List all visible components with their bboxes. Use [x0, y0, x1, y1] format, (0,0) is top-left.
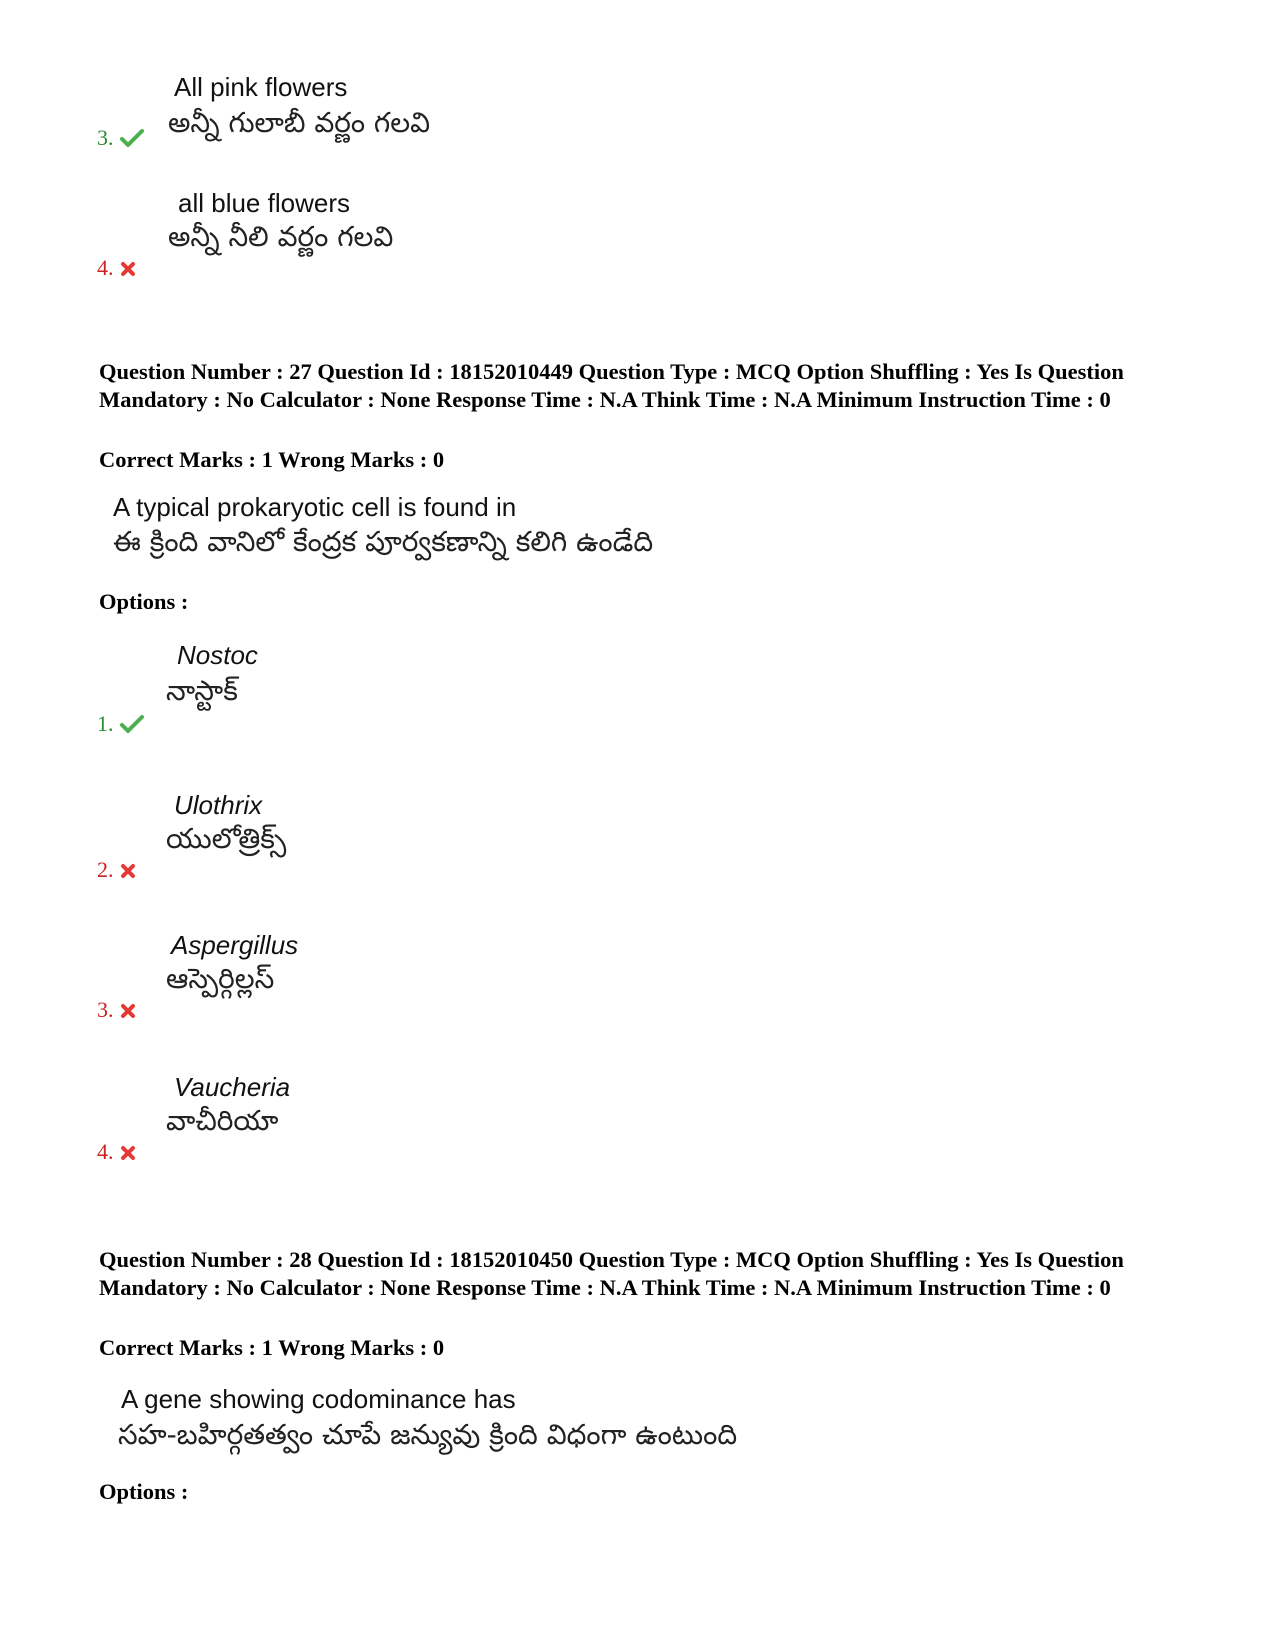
q27-option-2-telugu: యులోత్రిక్స్ — [166, 822, 287, 855]
q27-option-4-english: Vaucheria — [174, 1072, 291, 1102]
option-number-label: 2. — [97, 857, 114, 882]
cross-icon — [120, 1000, 136, 1024]
q27-option-1-english: Nostoc — [177, 640, 258, 670]
cross-icon — [120, 258, 136, 282]
option-number-label: 3. — [97, 125, 114, 150]
q27-option-1-number — [97, 712, 144, 738]
option-number-label: 4. — [97, 255, 114, 280]
q27-option-2-english: Ulothrix — [174, 790, 263, 820]
prev-option-3-english: All pink flowers — [174, 72, 348, 102]
question-28-marks: Correct Marks : 1 Wrong Marks : 0 — [99, 1335, 445, 1360]
cross-icon — [120, 860, 136, 884]
prev-option-3-telugu: అన్నీ గులాబీ వర్ణం గలవి — [168, 106, 431, 139]
question-28-options-label: Options : — [99, 1479, 189, 1504]
question-27-marks: Correct Marks : 1 Wrong Marks : 0 — [99, 447, 445, 472]
q27-option-1-telugu: నాస్టాక్ — [166, 674, 238, 707]
q27-option-4-telugu: వాచీరియా — [166, 1104, 279, 1137]
option-number-label: 1. — [97, 711, 114, 736]
question-28-text-telugu: సహ-బహిర్గతత్వం చూపే జన్యువు క్రింది విధంగా ఉంటుంది — [118, 1418, 738, 1451]
prev-option-4-number — [97, 256, 136, 282]
q27-option-3-number — [97, 998, 136, 1024]
q27-option-3-english: Aspergillus — [171, 930, 299, 960]
question-28-meta: Question Number : 28 Question Id : 18152010450 Question Type : MCQ Option Shuffling : Yes Is Question Mandatory : No Calculator : None Response Time : N.A Think Time : N.A Minimum Instruction Time : 0 — [99, 1247, 1124, 1300]
option-number-label: 3. — [97, 997, 114, 1022]
question-27-text-english: A typical prokaryotic cell is found in — [113, 492, 517, 522]
question-27-text-telugu: ఈ క్రింది వానిలో కేంద్రక పూర్వకణాన్ని కలిగి ఉండేది — [113, 525, 654, 558]
q27-option-2-number — [97, 858, 136, 884]
prev-option-4-english: all blue flowers — [178, 188, 350, 218]
cross-icon — [120, 1142, 136, 1166]
question-27-meta: Question Number : 27 Question Id : 18152010449 Question Type : MCQ Option Shuffling : Yes Is Question Mandatory : No Calculator : None Response Time : N.A Think Time : N.A Minimum Instruction Time : 0 — [99, 359, 1124, 412]
q27-option-3-telugu: ఆస్పెర్గిల్లస్ — [166, 962, 275, 995]
prev-option-4-telugu: అన్నీ నీలి వర్ణం గలవి — [168, 220, 394, 253]
prev-option-3-number — [97, 126, 144, 152]
q27-option-4-number — [97, 1140, 136, 1166]
check-icon — [120, 714, 144, 738]
check-icon — [120, 128, 144, 152]
question-28-text-english: A gene showing codominance has — [121, 1384, 516, 1414]
option-number-label: 4. — [97, 1139, 114, 1164]
question-27-options-label: Options : — [99, 589, 189, 614]
